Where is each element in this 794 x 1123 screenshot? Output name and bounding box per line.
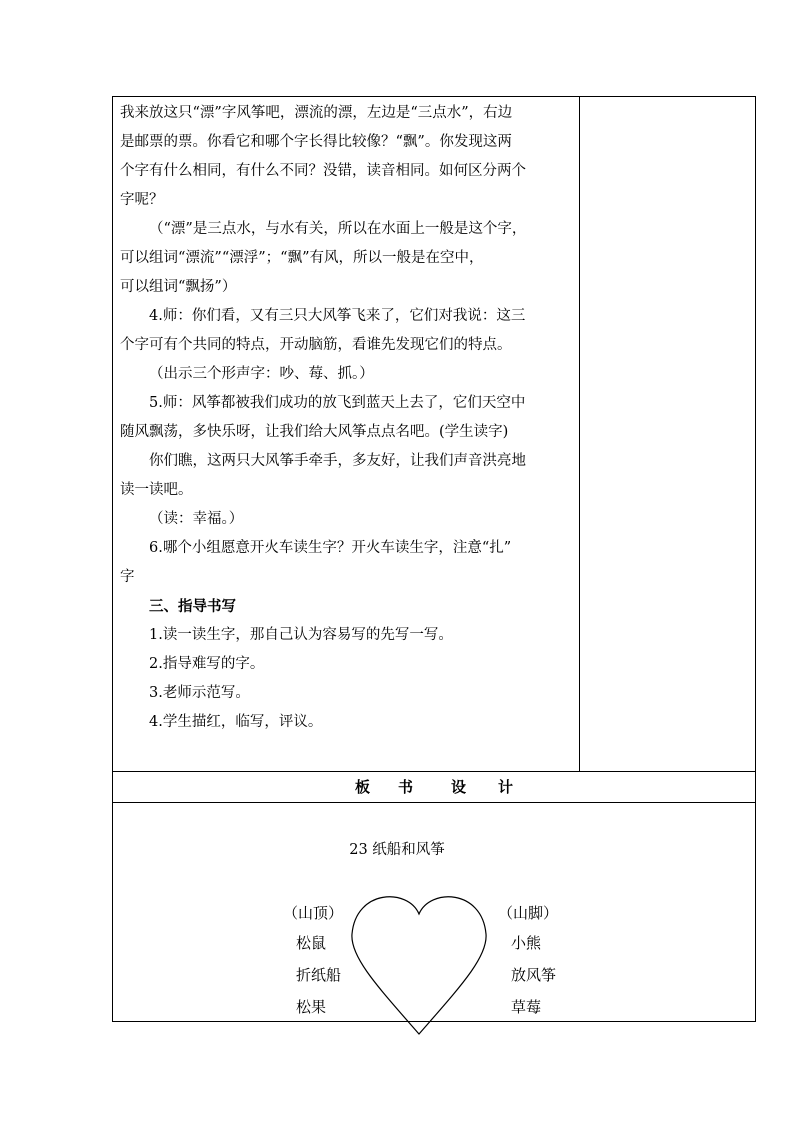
paragraph-line: 我来放这只“漂”字风筝吧，漂流的漂，左边是“三点水”，右边 (120, 105, 513, 121)
header-char: 计 (498, 778, 514, 796)
left-item: 松果 (296, 998, 327, 1016)
right-item: 草莓 (511, 998, 542, 1016)
section-heading: 三、指导书写 (149, 598, 236, 615)
paragraph-line: （“漂”是三点水，与水有关，所以在水面上一般是这个字， (149, 221, 527, 237)
board-design-header (112, 772, 756, 803)
lesson-body (120, 99, 575, 737)
right-item: 放风筝 (511, 966, 557, 984)
paragraph-line: 5.师：风筝都被我们成功的放飞到蓝天上去了，它们天空中 (149, 395, 526, 411)
paragraph-line: 2.指导难写的字。 (149, 656, 265, 672)
paragraph-line: 3.老师示范写。 (149, 685, 250, 701)
paragraph-line: 1.读一读生字，那自己认为容易写的先写一写。 (149, 627, 453, 643)
lesson-title: 23 纸船和风筝 (349, 842, 445, 858)
paragraph-line: 6.哪个小组愿意开火车读生字？开火车读生字，注意“扎” (149, 540, 512, 556)
paragraph-line: 可以组词“漂流”“漂浮”；“飘”有风，所以一般是在空中， (120, 250, 484, 266)
paragraph-line: 4.学生描红，临写，评议。 (149, 714, 323, 730)
paragraph-line: 可以组词“飘扬”） (120, 279, 237, 295)
header-char: 板 (354, 778, 370, 796)
right-label: （山脚） (498, 904, 559, 922)
header-char: 设 (451, 778, 467, 796)
right-item: 小熊 (511, 934, 542, 952)
paragraph-line: 你们瞧，这两只大风筝手牵手，多友好，让我们声音洪亮地 (149, 453, 526, 469)
paragraph-line: 随风飘荡，多快乐呀，让我们给大风筝点点名吧。(学生读字) (120, 424, 509, 440)
paragraph-line: 字呢？ (120, 192, 164, 208)
left-label: （山顶） (283, 904, 344, 922)
heart-shape (348, 892, 490, 1037)
left-item: 折纸船 (296, 966, 342, 984)
header-char: 书 (397, 778, 413, 796)
paragraph-line: 4.师：你们看，又有三只大风筝飞来了，它们对我说：这三 (149, 308, 526, 324)
paragraph-line: 个字有什么相同，有什么不同？没错，读音相同。如何区分两个 (120, 163, 526, 179)
paragraph-line: 读一读吧。 (120, 482, 193, 498)
paragraph-line: 是邮票的票。你看它和哪个字长得比较像？“飘”。你发现这两 (120, 134, 512, 150)
left-item: 松鼠 (296, 934, 327, 952)
paragraph-line: 个字可有个共同的特点，开动脑筋，看谁先发现它们的特点。 (120, 337, 512, 353)
paragraph-line: （出示三个形声字：吵、莓、抓。） (149, 366, 374, 382)
paragraph-line: 字 (120, 569, 135, 585)
table-column-divider (579, 96, 580, 771)
paragraph-line: （读：幸福。） (149, 511, 244, 527)
